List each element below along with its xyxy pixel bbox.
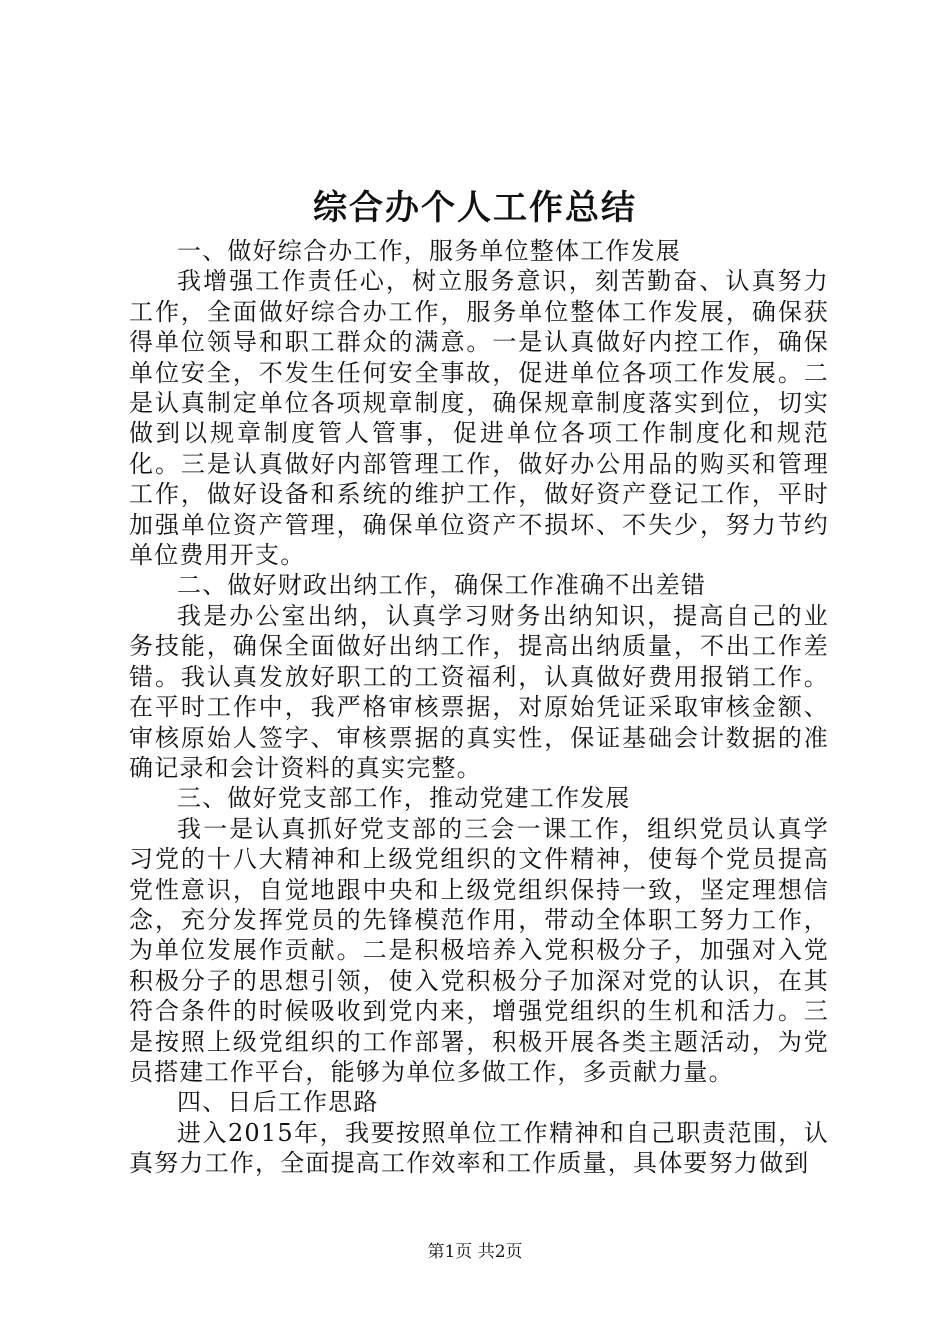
document-title: 综合办个人工作总结	[313, 188, 637, 228]
section-heading-1: 一、做好综合办工作，服务单位整体工作发展	[177, 237, 681, 265]
paragraph-3: 我一是认真抓好党支部的三会一课工作，组织党员认真学习党的十八大精神和上级党组织的文件精神，使每个党员提高党性意识，自觉地跟中央和上级党组织保持一致，坚定理想信念，充分发挥党员的先锋模范作用，带动全体职工努力工作，为单位发展作贡献。二是积极培养入党积极分子，加强对入党积极分子的思想引领，使入党积极分子加深对党的认识，在其符合条件的时候吸收到党内来，增强党组织的生机和活力。三是按照上级党组织的工作部署，积极开展各类主题活动，为党员搭建工作平台，能够为单位多做工作，多贡献力量。	[129, 814, 829, 1086]
document-body	[129, 236, 829, 1179]
section-heading-4: 四、日后工作思路	[177, 1088, 379, 1117]
paragraph-2: 我是办公室出纳，认真学习财务出纳知识，提高自己的业务技能，确保全面做好出纳工作，提高出纳质量，不出工作差错。我认真发放好职工的工资福利，认真做好费用报销工作。在平时工作中，我严格审核票据，对原始凭证采取审核金额、审核原始人签字、审核票据的真实性，保证基础会计数据的准确记录和会计资料的真实完整。	[129, 601, 829, 782]
paragraph-4: 进入2015年，我要按照单位工作精神和自己职责范围，认真努力工作，全面提高工作效率和工作质量，具体要努力做到	[129, 1118, 829, 1178]
section-heading-3: 三、做好党支部工作，推动党建工作发展	[177, 784, 631, 813]
section-heading-2: 二、做好财政出纳工作，确保工作准确不出差错	[177, 571, 707, 600]
paragraph-1: 我增强工作责任心，树立服务意识，刻苦勤奋、认真努力工作，全面做好综合办工作，服务单位整体工作发展，确保获得单位领导和职工群众的满意。一是认真做好内控工作，确保单位安全，不发生任何安全事故，促进单位各项工作发展。二是认真制定单位各项规章制度，确保规章制度落实到位，切实做到以规章制度管人管事，促进单位各项工作制度化和规范化。三是认真做好内部管理工作，做好办公用品的购买和管理工作，做好设备和系统的维护工作，做好资产登记工作，平时加强单位资产管理，确保单位资产不损坏、不失少，努力节约单位费用开支。	[129, 267, 829, 570]
page-number-footer: 第1页 共2页	[427, 1242, 523, 1262]
